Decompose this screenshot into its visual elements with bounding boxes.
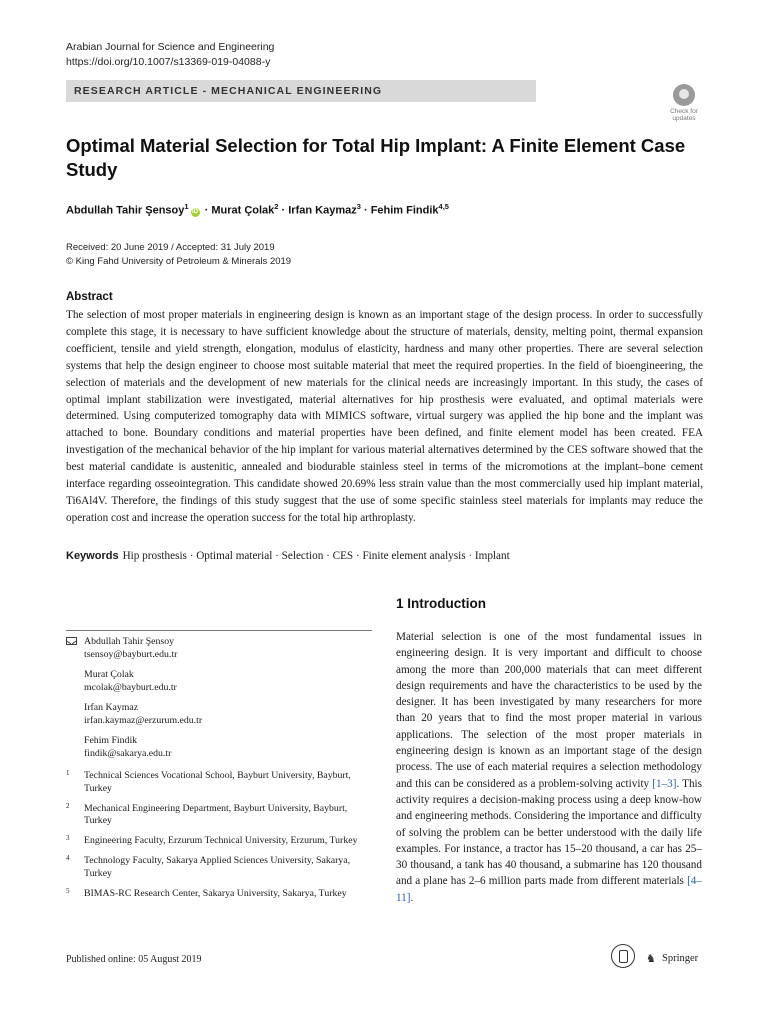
corresponding-contacts <box>84 636 202 768</box>
affiliation-item <box>66 770 366 796</box>
affiliation-item <box>66 835 366 848</box>
affiliation-text: Engineering Faculty, Erzurum Technical University, Erzurum, Turkey <box>84 835 358 847</box>
check-updates-line1: Check for <box>670 108 698 115</box>
citation-link[interactable]: [1–3] <box>652 777 677 790</box>
author-name: Murat Çolak <box>211 204 275 217</box>
section-heading-introduction: 1 Introduction <box>396 596 486 611</box>
author-list: Abdullah Tahir Şensoy$^1$iD · Murat Çolak$^2$ · Irfan Kaymaz$^3$ · Fehim Findik$^{4,5}$ <box>66 202 449 217</box>
orcid-icon[interactable]: iD <box>192 208 199 215</box>
author-name: Fehim Findik <box>370 204 439 217</box>
publisher-name: Springer <box>662 953 699 964</box>
keywords <box>66 550 510 562</box>
received-accepted: Received: 20 June 2019 / Accepted: 31 July 2019 <box>66 242 275 253</box>
contact-email[interactable]: tsensoy@bayburt.edu.tr <box>84 648 178 660</box>
affiliation-item <box>66 855 366 881</box>
contact-email[interactable]: mcolak@bayburt.edu.tr <box>84 681 177 693</box>
affiliation-number: 5 <box>66 886 70 895</box>
envelope-icon <box>66 637 77 645</box>
affiliation-number: 3 <box>66 834 70 843</box>
contact-item <box>84 669 202 694</box>
contact-name: Abdullah Tahir Şensoy <box>84 636 175 647</box>
contact-email[interactable]: irfan.kaymaz@erzurum.edu.tr <box>84 714 203 726</box>
author-name: Abdullah Tahir Şensoy <box>66 204 185 217</box>
copyright: © King Fahd University of Petroleum & Minerals 2019 <box>66 256 292 267</box>
affiliations <box>66 770 366 907</box>
article-title: Optimal Material Selection for Total Hip Implant: A Finite Element Case Study <box>66 135 686 180</box>
affiliation-text: Mechanical Engineering Department, Bayburt University, Bayburt, Turkey <box>84 802 348 827</box>
author-affil-sup: 1 <box>184 202 189 211</box>
contact-name: Irfan Kaymaz <box>84 702 139 713</box>
keywords-label: Keywords <box>66 550 119 562</box>
author-affil-sup: 4,5 <box>438 202 449 211</box>
author-affil-sup: 3 <box>356 202 361 211</box>
journal-header <box>66 40 274 70</box>
intro-text-c: . <box>410 891 414 904</box>
author-name: Irfan Kaymaz <box>288 204 357 217</box>
check-for-updates-button[interactable] <box>666 84 702 124</box>
keywords-text: Hip prosthesis · Optimal material · Selection · CES · Finite element analysis · Implant <box>122 550 510 562</box>
introduction-text <box>396 629 702 906</box>
springer-seal-icon <box>611 944 635 968</box>
contact-email[interactable]: findik@sakarya.edu.tr <box>84 747 172 759</box>
contact-name: Fehim Findik <box>84 735 138 746</box>
affiliation-number: 4 <box>66 853 70 862</box>
author-affil-sup: 2 <box>274 202 279 211</box>
contact-item <box>84 636 202 661</box>
published-online: Published online: 05 August 2019 <box>66 954 202 965</box>
citation-link[interactable]: [4–11] <box>396 875 702 904</box>
springer-horse-icon: ♞ <box>646 953 656 965</box>
journal-doi[interactable]: https://doi.org/10.1007/s13369-019-04088-y <box>66 56 271 68</box>
affiliation-number: 2 <box>66 801 70 810</box>
check-updates-line2: updates <box>672 115 696 122</box>
contact-item <box>84 735 202 760</box>
contact-name: Murat Çolak <box>84 669 134 680</box>
check-updates-icon <box>673 84 695 106</box>
abstract-text: The selection of most proper materials in engineering design is known as an important stage of the design process. In order to successfully complete this stage, it is necessary to have sufficient knowledge about the structure of materials, density, melting point, thermal expansion coefficient, tensile and yield strength, elongation, modulus of elasticity, hardness and many other properties. There are several selection systems that help the design engineer to choose most suitable material that meet the required properties. In the field of bioengineering, the selection of materials and the development of new materials for the clinical needs are increasingly important. In this study, the cases of optimal implant stabilization were investigated, material alternatives for hip prosthesis were evaluated, and optimal materials were determined. Using computerized tomography data with MIMICS software, virtual surgery was applied the hip bone and the implant was attached to bone. Boundary conditions and material properties have been defined, and finite element model has been created. FEA investigation of the mechanical behavior of the hip implant for various material alternatives determined by the CES software showed that the best material candidate is austenitic, annealed and biodurable stainless steel in terms of the micromotions at the implant–bone cement interface regarding osseointegration. This candidate showed 20.69% less strain value than the most commercially used hip implant material, Ti6Al4V. Therefore, the findings of this study suggest that the use of some specific stainless steel materials for implants may reduce the operation cost and increase the operation success for the total hip arthroplasty. <box>66 309 703 524</box>
affiliation-number: 1 <box>66 769 70 777</box>
contact-item <box>84 702 202 727</box>
affiliation-text: Technical Sciences Vocational School, Bayburt University, Bayburt, Turkey <box>84 770 351 794</box>
article-type-banner: RESEARCH ARTICLE - MECHANICAL ENGINEERING <box>66 80 536 102</box>
affiliation-text: BIMAS-RC Research Center, Sakarya University, Sakarya, Turkey <box>84 887 347 899</box>
affiliation-item <box>66 888 366 901</box>
intro-text-a: Material selection is one of the most fundamental issues in engineering design. It is very important and difficult to choose among the more than 200,000 materials that can meet different design requirements and have the characteristics to be used by the designer. It has been investigated by many researchers for more than 20 years that to find the most proper material in various applications. The selection of the most proper materials in engineering design is known as an important stage of the design process. The use of each material requires a selection methodology and this can be considered as a problem-solving activity <box>396 631 702 790</box>
abstract-heading: Abstract <box>66 291 113 303</box>
article-dates <box>66 241 291 269</box>
journal-name: Arabian Journal for Science and Engineering <box>66 41 275 53</box>
affiliation-text: Technology Faculty, Sakarya Applied Sciences University, Sakarya, Turkey <box>84 854 351 879</box>
affiliation-item <box>66 803 366 829</box>
intro-text-b: . This activity requires a decision-making process using a deep know-how and engineering methods. Considering the importance and difficulty of solving the problem can be better understood with the daily life examples. For instance, a tractor has 15–20 thousand, a car has 25–30 thousand, a tank has 40 thousand, a submarine has 120 thousand and a plane has 2–6 million parts made from different materials <box>396 777 702 888</box>
footnote-divider <box>66 630 372 631</box>
